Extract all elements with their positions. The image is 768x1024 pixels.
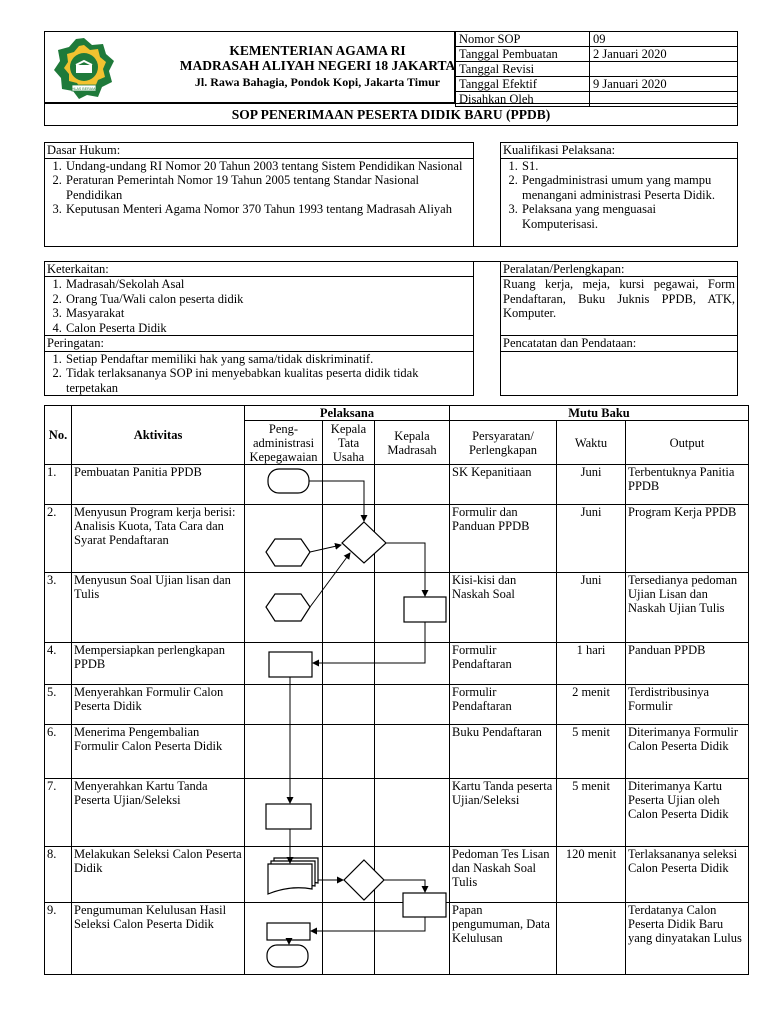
row-lane-kepala-tu xyxy=(323,725,375,779)
row-output: Terdistribusinya Formulir xyxy=(626,685,749,725)
row-lane-pengadministrasi xyxy=(245,465,323,505)
meta-value: 09 xyxy=(590,32,738,47)
peralatan-heading: Peralatan/Perlengkapan: xyxy=(501,262,738,277)
row-lane-kepala-madrasah xyxy=(375,573,450,643)
list-item: 1. Undang-undang RI Nomor 20 Tahun 2003 tentang Sistem Pendidikan Nasional xyxy=(65,159,471,173)
logo-motto: IKHLAS BERAMAL xyxy=(68,87,100,91)
row-no: 7. xyxy=(45,779,72,847)
col-group-mutu-baku: Mutu Baku xyxy=(450,406,749,421)
col-group-pelaksana: Pelaksana xyxy=(245,406,450,421)
row-aktivitas: Melakukan Seleksi Calon Peserta Didik xyxy=(72,847,245,903)
document-title: SOP PENERIMAAN PESERTA DIDIK BARU (PPDB) xyxy=(44,103,738,126)
row-lane-kepala-madrasah xyxy=(375,847,450,903)
row-no: 6. xyxy=(45,725,72,779)
pencatatan-heading: Pencatatan dan Pendataan: xyxy=(501,336,738,351)
list-item: 3. Pelaksana yang menguasai Komputerisasi. xyxy=(521,202,735,231)
row-lane-pengadministrasi xyxy=(245,725,323,779)
meta-value xyxy=(590,62,738,77)
info-table xyxy=(44,142,738,396)
peralatan-text: Ruang kerja, meja, kursi pegawai, Form Pendaftaran, Buku Juknis PPDB, ATK, Komputer. xyxy=(501,277,738,336)
row-persyaratan: Buku Pendaftaran xyxy=(450,725,557,779)
row-no: 1. xyxy=(45,465,72,505)
row-no: 4. xyxy=(45,643,72,685)
list-item: 1. Setiap Pendaftar memiliki hak yang sama/tidak diskriminatif. xyxy=(65,352,471,366)
row-waktu: 5 menit xyxy=(557,779,626,847)
row-output: Program Kerja PPDB xyxy=(626,505,749,573)
meta-label: Disahkan Oleh xyxy=(456,92,590,107)
org-address: Jl. Rawa Bahagia, Pondok Kopi, Jakarta Timur xyxy=(194,75,441,89)
row-output: Terdatanya Calon Peserta Didik Baru yang dinyatakan Lulus xyxy=(626,903,749,975)
row-output: Terbentuknya Panitia PPDB xyxy=(626,465,749,505)
row-lane-kepala-madrasah xyxy=(375,465,450,505)
row-lane-kepala-tu xyxy=(323,505,375,573)
pencatatan-body xyxy=(501,351,738,395)
row-lane-pengadministrasi xyxy=(245,903,323,975)
col-header-kepala-madrasah: Kepala Madrasah xyxy=(375,421,450,465)
list-item: 3. Keputusan Menteri Agama Nomor 370 Tahun 1993 tentang Madrasah Aliyah xyxy=(65,202,471,216)
list-item: 2. Orang Tua/Wali calon peserta didik xyxy=(65,292,471,306)
row-no: 2. xyxy=(45,505,72,573)
col-header-pengadministrasi: Peng-administrasi Kepegawaian xyxy=(245,421,323,465)
list-item: 2. Pengadministrasi umum yang mampu menangani administrasi Peserta Didik. xyxy=(521,173,735,202)
row-lane-kepala-madrasah xyxy=(375,725,450,779)
row-no: 5. xyxy=(45,685,72,725)
table-row xyxy=(45,847,749,903)
table-row xyxy=(45,779,749,847)
row-waktu: 2 menit xyxy=(557,685,626,725)
table-row xyxy=(45,903,749,975)
keterkaitan-list xyxy=(45,277,474,336)
row-lane-kepala-madrasah xyxy=(375,505,450,573)
row-output: Diterimanya Formulir Calon Peserta Didik xyxy=(626,725,749,779)
peringatan-list xyxy=(45,351,474,395)
row-lane-kepala-madrasah xyxy=(375,779,450,847)
row-no: 8. xyxy=(45,847,72,903)
row-no: 9. xyxy=(45,903,72,975)
row-lane-pengadministrasi xyxy=(245,573,323,643)
row-waktu: Juni xyxy=(557,465,626,505)
col-header-aktivitas: Aktivitas xyxy=(72,406,245,465)
row-lane-kepala-tu xyxy=(323,847,375,903)
row-aktivitas: Menyerahkan Kartu Tanda Peserta Ujian/Seleksi xyxy=(72,779,245,847)
col-header-output: Output xyxy=(626,421,749,465)
sop-flow-table xyxy=(44,405,749,975)
row-persyaratan: Papan pengumuman, Data Kelulusan xyxy=(450,903,557,975)
table-row xyxy=(45,505,749,573)
row-lane-pengadministrasi xyxy=(245,779,323,847)
row-waktu: 1 hari xyxy=(557,643,626,685)
row-lane-pengadministrasi xyxy=(245,505,323,573)
row-lane-kepala-madrasah xyxy=(375,685,450,725)
org-header xyxy=(44,31,455,103)
table-row xyxy=(45,685,749,725)
dasar-hukum-list xyxy=(45,159,474,247)
meta-label: Tanggal Efektif xyxy=(456,77,590,92)
row-aktivitas: Menyusun Soal Ujian lisan dan Tulis xyxy=(72,573,245,643)
col-header-persyaratan: Persyaratan/ Perlengkapan xyxy=(450,421,557,465)
meta-value: 9 Januari 2020 xyxy=(590,77,738,92)
row-waktu xyxy=(557,903,626,975)
row-persyaratan: Formulir dan Panduan PPDB xyxy=(450,505,557,573)
row-lane-kepala-tu xyxy=(323,685,375,725)
peringatan-heading: Peringatan: xyxy=(45,336,474,351)
meta-label: Tanggal Pembuatan xyxy=(456,47,590,62)
row-lane-pengadministrasi xyxy=(245,847,323,903)
row-output: Tersedianya pedoman Ujian Lisan dan Naskah Ujian Tulis xyxy=(626,573,749,643)
list-item: 2. Tidak terlaksananya SOP ini menyebabkan kualitas peserta didik tidak terpetakan xyxy=(65,366,471,395)
col-header-kepala-tu: Kepala Tata Usaha xyxy=(323,421,375,465)
row-lane-pengadministrasi xyxy=(245,643,323,685)
meta-value: 2 Januari 2020 xyxy=(590,47,738,62)
table-row xyxy=(45,725,749,779)
row-lane-kepala-tu xyxy=(323,465,375,505)
row-lane-kepala-tu xyxy=(323,779,375,847)
sop-meta-table xyxy=(455,31,738,107)
dasar-hukum-heading: Dasar Hukum: xyxy=(45,143,474,159)
table-row xyxy=(45,465,749,505)
row-aktivitas: Menerima Pengembalian Formulir Calon Peserta Didik xyxy=(72,725,245,779)
row-aktivitas: Pembuatan Panitia PPDB xyxy=(72,465,245,505)
list-item: 1. S1. xyxy=(521,159,735,173)
row-aktivitas: Pengumuman Kelulusan Hasil Seleksi Calon Peserta Didik xyxy=(72,903,245,975)
row-waktu: Juni xyxy=(557,573,626,643)
meta-label: Tanggal Revisi xyxy=(456,62,590,77)
row-waktu: Juni xyxy=(557,505,626,573)
meta-label: Nomor SOP xyxy=(456,32,590,47)
row-waktu: 5 menit xyxy=(557,725,626,779)
row-aktivitas: Menyerahkan Formulir Calon Peserta Didik xyxy=(72,685,245,725)
row-output: Terlaksananya seleksi Calon Peserta Didik xyxy=(626,847,749,903)
list-item: 1. Madrasah/Sekolah Asal xyxy=(65,277,471,291)
table-row xyxy=(45,643,749,685)
row-persyaratan: Formulir Pendaftaran xyxy=(450,643,557,685)
row-lane-kepala-tu xyxy=(323,643,375,685)
row-waktu: 120 menit xyxy=(557,847,626,903)
col-header-no: No. xyxy=(45,406,72,465)
col-header-waktu: Waktu xyxy=(557,421,626,465)
kualifikasi-heading: Kualifikasi Pelaksana: xyxy=(501,143,738,159)
row-persyaratan: SK Kepanitiaan xyxy=(450,465,557,505)
row-output: Panduan PPDB xyxy=(626,643,749,685)
row-lane-kepala-madrasah xyxy=(375,903,450,975)
row-lane-pengadministrasi xyxy=(245,685,323,725)
row-output: Diterimanya Kartu Peserta Ujian oleh Calon Peserta Didik xyxy=(626,779,749,847)
row-lane-kepala-tu xyxy=(323,903,375,975)
kemenag-logo xyxy=(52,36,116,100)
row-lane-kepala-madrasah xyxy=(375,643,450,685)
row-no: 3. xyxy=(45,573,72,643)
org-school: MADRASAH ALIYAH NEGERI 18 JAKARTA xyxy=(179,58,456,73)
row-lane-kepala-tu xyxy=(323,573,375,643)
list-item: 4. Calon Peserta Didik xyxy=(65,321,471,335)
row-persyaratan: Kartu Tanda peserta Ujian/Seleksi xyxy=(450,779,557,847)
row-persyaratan: Pedoman Tes Lisan dan Naskah Soal Tulis xyxy=(450,847,557,903)
table-row xyxy=(45,573,749,643)
kualifikasi-list xyxy=(501,159,738,247)
list-item: 3. Masyarakat xyxy=(65,306,471,320)
row-aktivitas: Mempersiapkan perlengkapan PPDB xyxy=(72,643,245,685)
row-persyaratan: Kisi-kisi dan Naskah Soal xyxy=(450,573,557,643)
org-ministry: KEMENTERIAN AGAMA RI xyxy=(229,43,406,58)
row-persyaratan: Formulir Pendaftaran xyxy=(450,685,557,725)
list-item: 2. Peraturan Pemerintah Nomor 19 Tahun 2005 tentang Standar Nasional Pendidikan xyxy=(65,173,471,202)
row-aktivitas: Menyusun Program kerja berisi: Analisis Kuota, Tata Cara dan Syarat Pendaftaran xyxy=(72,505,245,573)
keterkaitan-heading: Keterkaitan: xyxy=(45,262,474,277)
